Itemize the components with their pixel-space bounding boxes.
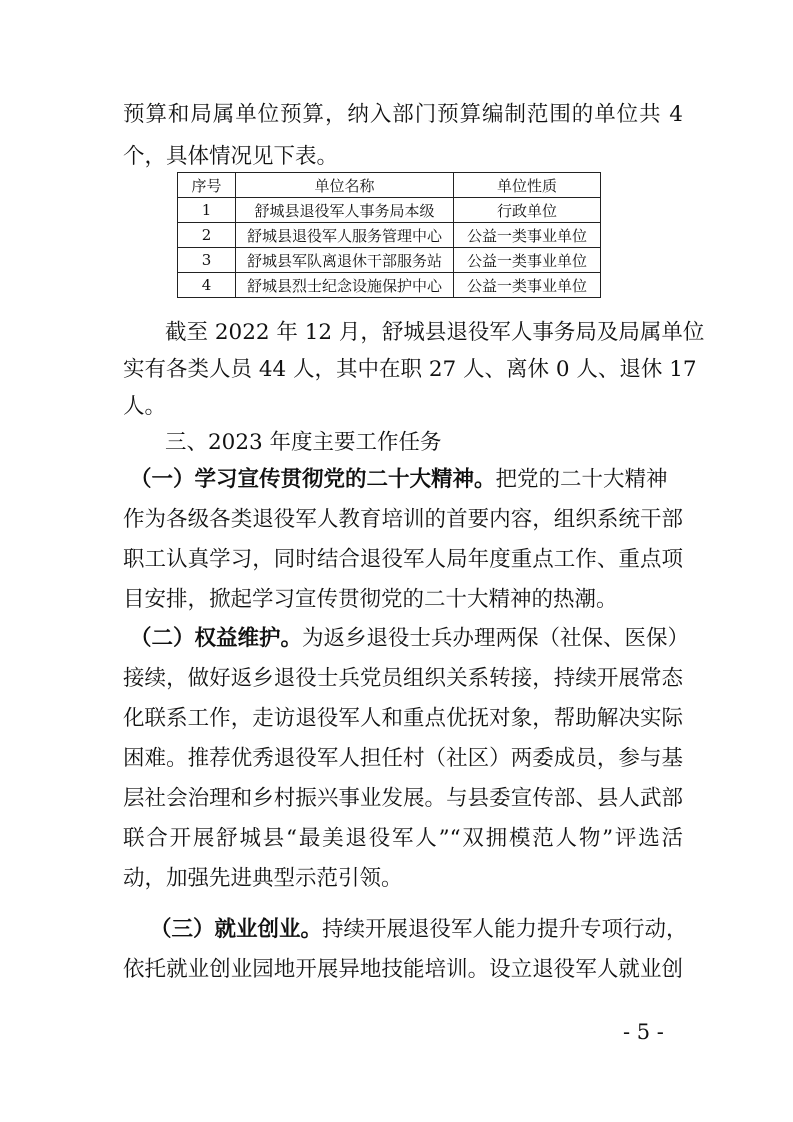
task-2-line-6: 联合开展舒城县“最美退役军人”“双拥模范人物”评选活 <box>123 826 683 851</box>
task-2-line-7: 动，加强先进典型示范引领。 <box>123 866 403 891</box>
task-3-line-2: 依托就业创业园地开展异地技能培训。设立退役军人就业创 <box>123 957 683 982</box>
table-header-row <box>178 173 601 198</box>
cell-seq: 4 <box>178 273 236 298</box>
cell-unit-name: 舒城县退役军人事务局本级 <box>236 198 454 223</box>
page-number: - 5 - <box>623 1020 664 1044</box>
cell-unit-name: 舒城县烈士纪念设施保护中心 <box>236 273 454 298</box>
task-1-line-3: 职工认真学习，同时结合退役军人局年度重点工作、重点项 <box>123 547 683 572</box>
cell-unit-type: 公益一类事业单位 <box>454 273 601 298</box>
cell-seq: 3 <box>178 248 236 273</box>
staff-line-2: 实有各类人员 44 人，其中在职 27 人、离休 0 人、退休 17 <box>123 357 697 382</box>
cell-unit-type: 行政单位 <box>454 198 601 223</box>
cell-seq: 2 <box>178 223 236 248</box>
task-1-title: （一）学习宣传贯彻党的二十大精神。 <box>130 467 496 492</box>
task-3-text: 持续开展退役军人能力提升专项行动， <box>322 917 688 942</box>
task-1-line-2: 作为各级各类退役军人教育培训的首要内容，组织系统干部 <box>123 507 683 532</box>
header-unit-name: 单位名称 <box>236 173 454 198</box>
intro-line-2: 个，具体情况见下表。 <box>123 144 339 169</box>
task-2-line-4: 困难。推荐优秀退役军人担任村（社区）两委成员，参与基 <box>123 746 683 771</box>
table-row <box>178 198 601 223</box>
cell-unit-name: 舒城县退役军人服务管理中心 <box>236 223 454 248</box>
task-1-text: 把党的二十大精神 <box>495 467 668 492</box>
cell-unit-name: 舒城县军队离退休干部服务站 <box>236 248 454 273</box>
cell-seq: 1 <box>178 198 236 223</box>
table-row <box>178 248 601 273</box>
intro-line-1: 预算和局属单位预算，纳入部门预算编制范围的单位共 4 <box>123 102 683 127</box>
task-2-line-3: 化联系工作，走访退役军人和重点优抚对象，帮助解决实际 <box>123 706 683 731</box>
task-2-line-2: 接续，做好返乡退役士兵党员组织关系转接，持续开展常态 <box>123 666 683 691</box>
task-2-line-5: 层社会治理和乡村振兴事业发展。与县委宣传部、县人武部 <box>123 786 683 811</box>
cell-unit-type: 公益一类事业单位 <box>454 223 601 248</box>
task-3-line-1 <box>150 915 710 945</box>
unit-table <box>177 172 601 298</box>
task-2-line-1 <box>130 624 690 654</box>
task-1-line-1 <box>130 465 690 495</box>
table-row <box>178 273 601 298</box>
task-1-line-4: 目安排，掀起学习宣传贯彻党的二十大精神的热潮。 <box>123 587 618 612</box>
table-row <box>178 223 601 248</box>
staff-line-3: 人。 <box>123 394 167 419</box>
task-2-title: （二）权益维护。 <box>130 626 303 651</box>
task-2-text: 为返乡退役士兵办理两保（社保、医保） <box>302 626 690 651</box>
header-unit-type: 单位性质 <box>454 173 601 198</box>
cell-unit-type: 公益一类事业单位 <box>454 248 601 273</box>
staff-line-1: 截至 2022 年 12 月，舒城县退役军人事务局及局属单位 <box>165 320 705 345</box>
section-heading: 三、2023 年度主要工作任务 <box>165 430 442 455</box>
task-3-title: （三）就业创业。 <box>150 917 323 942</box>
header-seq: 序号 <box>178 173 236 198</box>
